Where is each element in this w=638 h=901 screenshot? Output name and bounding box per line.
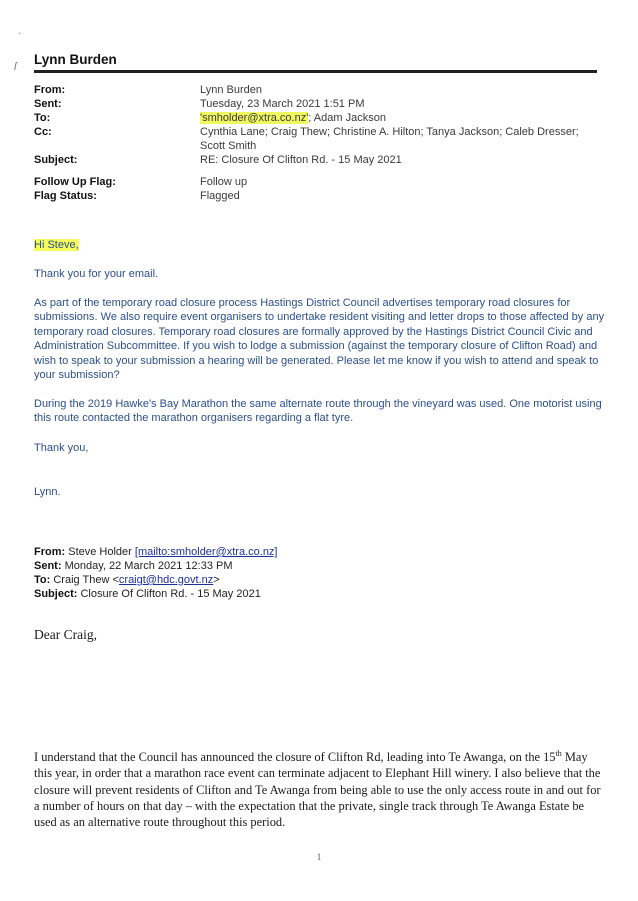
scan-mark-tick: ſ bbox=[14, 61, 17, 73]
to-highlighted-address: 'smholder@xtra.co.nz' bbox=[200, 112, 309, 124]
header-sent-row bbox=[34, 97, 598, 111]
header-flagstatus-row bbox=[34, 189, 598, 203]
header-followup-row bbox=[34, 175, 598, 189]
orig-from-mailto-link[interactable]: [mailto:smholder@xtra.co.nz] bbox=[134, 546, 278, 558]
header-cc-row bbox=[34, 125, 598, 153]
scan-mark-dot: - bbox=[18, 28, 22, 39]
flag-status-label: Flag Status: bbox=[34, 190, 97, 202]
from-value: Lynn Burden bbox=[200, 84, 262, 96]
orig-subject-row bbox=[34, 587, 594, 601]
orig-to-row bbox=[34, 573, 594, 587]
orig-sent-row bbox=[34, 559, 594, 573]
header-subject-row bbox=[34, 153, 598, 167]
orig-to-label: To: bbox=[34, 574, 51, 586]
reply-para-1: Thank you for your email. bbox=[34, 268, 159, 280]
follow-up-label: Follow Up Flag: bbox=[34, 176, 116, 188]
cc-label: Cc: bbox=[34, 126, 52, 138]
reply-thanks: Thank you, bbox=[34, 442, 89, 454]
subject-value: RE: Closure Of Clifton Rd. - 15 May 2021 bbox=[200, 154, 402, 166]
orig-to-name: Craig Thew bbox=[53, 574, 110, 586]
orig-sent-label: Sent: bbox=[34, 560, 62, 572]
email-header bbox=[34, 83, 598, 203]
page-number: 1 bbox=[316, 852, 322, 862]
header-from-row bbox=[34, 83, 598, 97]
original-salutation: Dear Craig, bbox=[34, 627, 97, 642]
sent-value: Tuesday, 23 March 2021 1:51 PM bbox=[200, 98, 365, 110]
orig-sent-value: Monday, 22 March 2021 12:33 PM bbox=[64, 560, 233, 572]
subject-label: Subject: bbox=[34, 154, 78, 166]
orig-subject-label: Subject: bbox=[34, 588, 78, 600]
to-value bbox=[200, 111, 598, 125]
orig-subject-value: Closure Of Clifton Rd. - 15 May 2021 bbox=[80, 588, 261, 600]
orig-to-gt: > bbox=[213, 574, 220, 586]
follow-up-value: Follow up bbox=[200, 176, 248, 188]
reply-greeting: Hi Steve, bbox=[34, 239, 79, 251]
cc-value: Cynthia Lane; Craig Thew; Christine A. Hilton; Tanya Jackson; Caleb Dresser; Scott Smith bbox=[200, 126, 579, 152]
sender-name: Lynn Burden bbox=[34, 52, 117, 67]
to-rest: ; Adam Jackson bbox=[308, 112, 386, 124]
sender-divider bbox=[34, 70, 597, 73]
orig-from-row bbox=[34, 545, 594, 559]
to-label: To: bbox=[34, 112, 51, 124]
orig-from-label: From: bbox=[34, 546, 66, 558]
original-message-header bbox=[34, 545, 594, 601]
from-label: From: bbox=[34, 84, 66, 96]
orig-from-name: Steve Holder bbox=[68, 546, 132, 558]
header-to-row bbox=[34, 111, 598, 125]
flag-status-value: Flagged bbox=[200, 190, 240, 202]
reply-para-3: During the 2019 Hawke's Bay Marathon the same alternate route through the vineyard was used. One motorist using this route contacted the marathon organisers regarding a flat tyre. bbox=[34, 398, 602, 425]
para-part-b: May this year, in order that a marathon race event can terminate adjacent to Elephant Hill winery. I also believe that the closure will prevent residents of Clifton and Te Awanga from being able to use the only access route in and out for a number of hours on that day – with the expectation that the private, single track through Te Awanga Estate be used as an alternative route throughout this period. bbox=[34, 750, 601, 830]
sent-label: Sent: bbox=[34, 98, 62, 110]
reply-signoff: Lynn. bbox=[34, 486, 61, 498]
orig-to-lt: < bbox=[112, 574, 119, 586]
orig-to-email-link[interactable]: craigt@hdc.govt.nz bbox=[118, 574, 214, 586]
reply-para-2: As part of the temporary road closure process Hastings District Council advertises temporary road closures for submissions. We also require event organisers to undertake resident visiting and letter drops to those affected by any temporary road closures. Temporary road closures are formally approved by the Hastings District Council Civic and Administration Subcommittee. If you wish to lodge a submission (against the temporary closure of Clifton Road) and wish to speak to your submission a hearing will be generated. Please let me know if you wish to attend and speak to your submission? bbox=[34, 297, 605, 382]
original-body-paragraph bbox=[34, 749, 604, 830]
para-superscript: th bbox=[555, 748, 562, 758]
para-part-a: I understand that the Council has announced the closure of Clifton Rd, leading into Te Awanga, on the 15 bbox=[34, 750, 556, 764]
reply-greeting-block bbox=[34, 238, 606, 252]
